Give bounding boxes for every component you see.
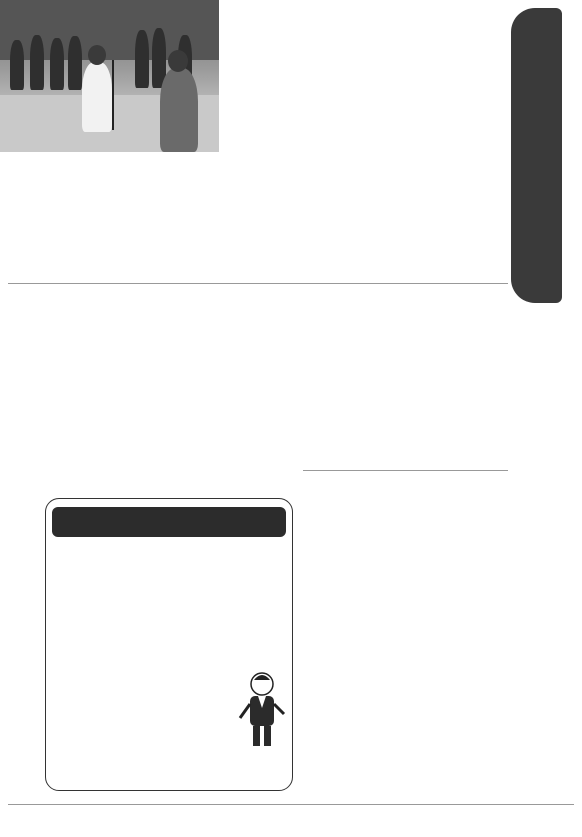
recruitment-banner [52,507,286,537]
footer-rule [8,804,574,805]
divider [8,283,508,284]
masthead-title [513,40,561,300]
clerk-illustration [236,668,288,750]
opening-ceremony-photo [0,0,219,152]
divider [303,470,508,471]
